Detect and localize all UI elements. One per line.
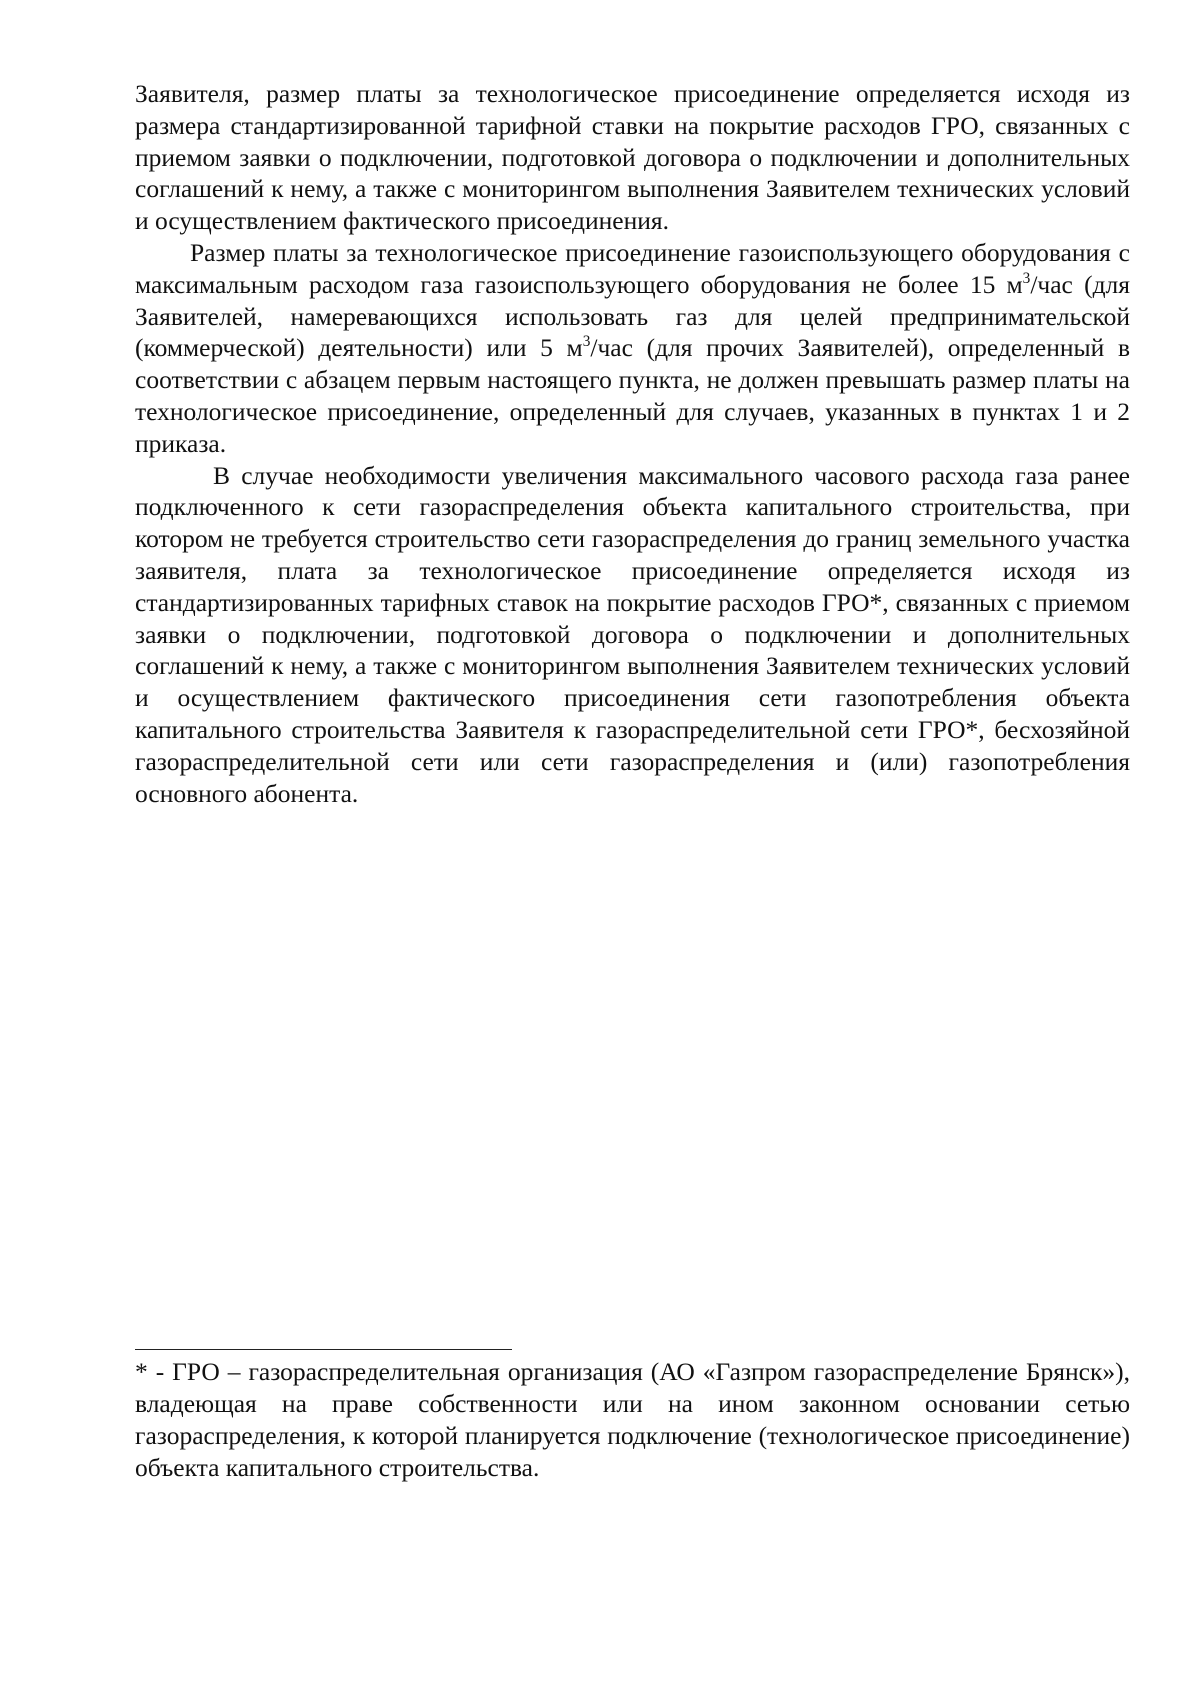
- document-body: [135, 78, 1130, 809]
- paragraph-capacity-increase: В случае необходимости увеличения максимального часового расхода газа ранее подключенного к сети газораспределения объекта капитального строительства, при котором не требуется строительство сети газораспределения до границ земельного участка заявителя, плата за технологическое присоединение определяется исходя из стандартизированных тарифных ставок на покрытие расходов ГРО*, связанных с приемом заявки о подключении, подготовкой договора о подключении и дополнительных соглашений к нему, а также с мониторингом выполнения Заявителем технических условий и осуществлением фактического присоединения сети газопотребления объекта капитального строительства Заявителя к газораспределительной сети ГРО*, бесхозяйной газораспределительной сети или сети газораспределения и (или) газопотребления основного абонента.: [135, 460, 1130, 808]
- footnote-separator: [135, 1349, 512, 1350]
- paragraph-continuation: Заявителя, размер платы за технологическое присоединение определяется исходя из размера стандартизированной тарифной ставки на покрытие расходов ГРО, связанных с приемом заявки о подключении, подготовкой договора о подключении и дополнительных соглашений к нему, а также с мониторингом выполнения Заявителем технических условий и осуществлением фактического присоединения.: [135, 79, 1130, 236]
- footnote-text: * - ГРО – газораспределительная организация (АО «Газпром газораспределение Брянск»), владеющая на праве собственности или на ином законном основании сетью газораспределения, к которой планируется подключение (технологическое присоединение) объекта капитального строительства.: [135, 1357, 1130, 1482]
- paragraph-fee-limit: [135, 237, 1130, 460]
- paragraph-fee-limit-part-2: /час (для Заявителей, намеревающихся использовать газ для целей предпринимательской (коммерческой) деятельности) или 5 м: [135, 269, 1131, 363]
- paragraph-fee-limit-part-1: Размер платы за технологическое присоединение газоиспользующего оборудования с максимальным расходом газа газоиспользующего оборудования не более 15 м: [135, 237, 1130, 299]
- paragraph-fee-limit-part-3: /час (для прочих Заявителей), определенный в соответствии с абзацем первым настоящего пункта, не должен превышать размер платы на технологическое присоединение, определенный для случаев, указанных в пунктах 1 и 2 приказа.: [135, 333, 1130, 458]
- cubic-superscript-2: 3: [582, 333, 591, 351]
- footnote: [135, 1356, 1130, 1484]
- cubic-superscript-1: 3: [1022, 269, 1031, 287]
